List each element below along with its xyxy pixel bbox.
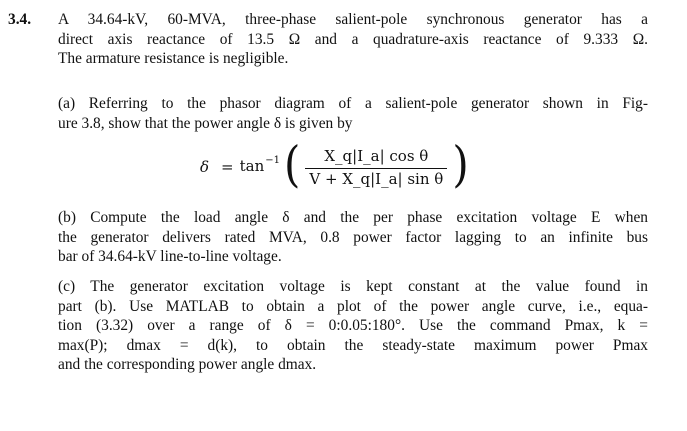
equation-function	[240, 157, 280, 179]
text-line: (a) Referring to the phasor diagram of a salient-pole generator shown in Fig-	[58, 95, 648, 112]
text-line: and the corresponding power angle dmax.	[58, 356, 317, 373]
power-angle-equation	[200, 136, 471, 196]
text-line: the generator delivers rated MVA, 0.8 power factor lagging to an infinite bus	[58, 228, 648, 246]
text-line: direct axis reactance of 13.5 Ω and a quadrature-axis reactance of 9.333 Ω.	[58, 30, 648, 48]
fraction-denominator: V + X_q|I_a| sin θ	[309, 169, 444, 188]
text-line: (b) Compute the load angle δ and the per phase excitation voltage E when	[58, 209, 648, 226]
text-line: part (b). Use MATLAB to obtain a plot of the power angle curve, i.e., equa-	[58, 297, 648, 315]
fraction-numerator: X_q|I_a| cos θ	[324, 147, 429, 165]
problem-intro	[58, 10, 648, 69]
text-line: The armature resistance is negligible.	[58, 50, 289, 67]
fraction	[305, 147, 447, 189]
text-line: bar of 34.64-kV line-to-line voltage.	[58, 248, 282, 265]
text-line: A 34.64-kV, 60-MVA, three-phase salient-pole synchronous generator has a	[58, 11, 648, 28]
right-parenthesis: )	[452, 136, 469, 193]
equation-lhs: δ	[200, 158, 210, 177]
function-name: tan	[239, 157, 265, 176]
text-line: ure 3.8, show that the power angle δ is given by	[58, 114, 353, 132]
equation-equals: =	[221, 158, 234, 177]
text-line: max(P); dmax = d(k), to obtain the steady-state maximum power Pmax	[58, 336, 648, 354]
left-parenthesis: (	[284, 136, 301, 193]
part-a	[58, 94, 648, 133]
text-line: (c) The generator excitation voltage is kept constant at the value found in	[58, 278, 648, 295]
text-line: tion (3.32) over a range of δ = 0:0.05:180°. Use the command Pmax, k =	[58, 317, 648, 334]
part-b	[58, 208, 648, 267]
part-c	[58, 277, 648, 375]
function-superscript: −1	[265, 155, 280, 167]
problem-number: 3.4.	[8, 11, 32, 28]
